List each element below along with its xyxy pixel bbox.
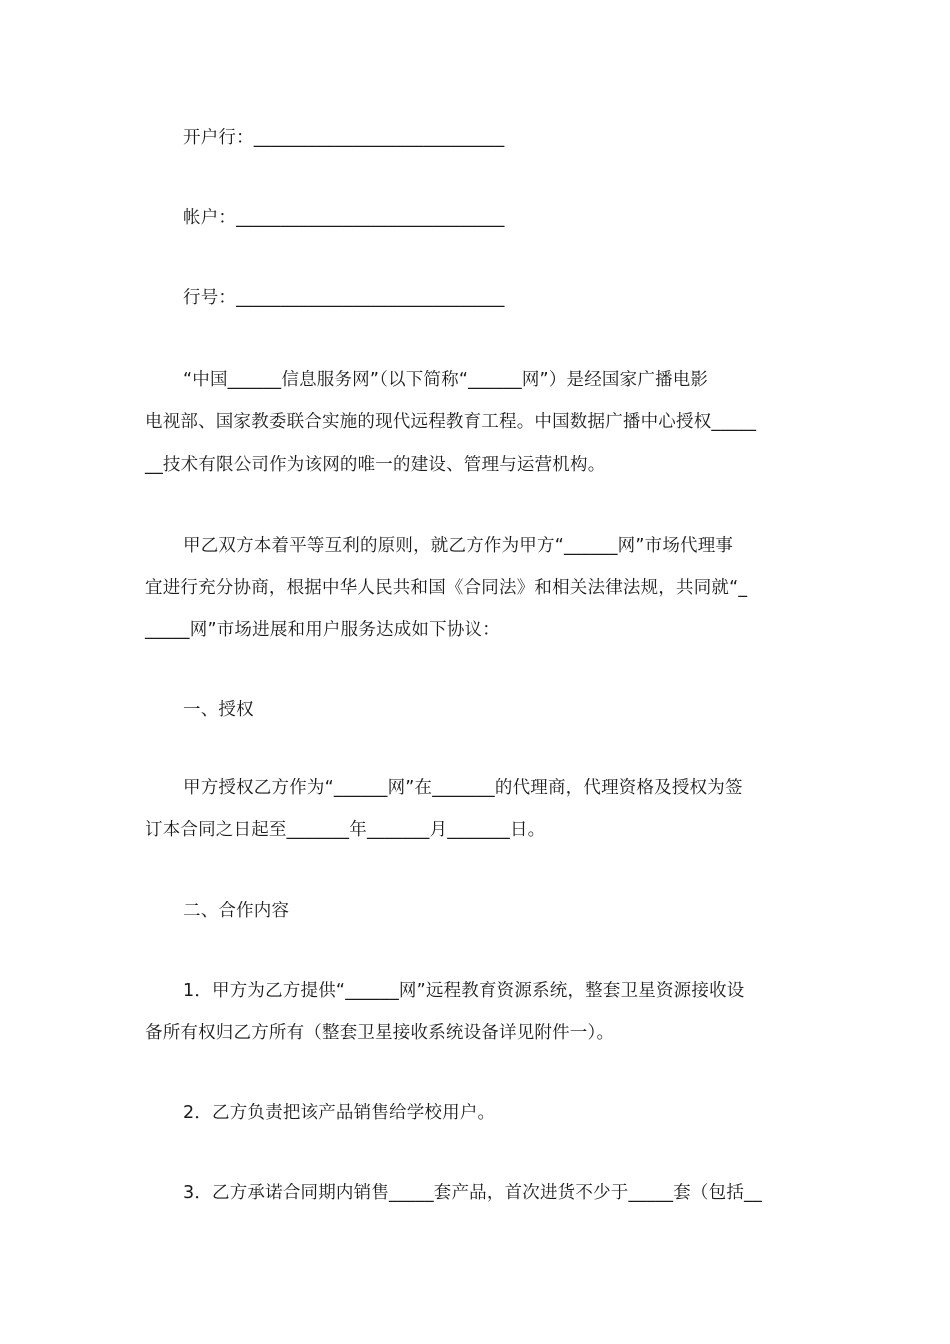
intro-paragraph-line: __技术有限公司作为该网的唯一的建设、管理与运营机构。	[145, 455, 606, 475]
agreement-paragraph-line: _____网”市场进展和用户服务达成如下协议：	[145, 620, 500, 640]
bank-field: 开户行：____________________________	[183, 128, 505, 148]
cooperation-item-2: 2．乙方负责把该产品销售给学校用户。	[183, 1103, 496, 1123]
intro-paragraph-line: “中国______信息服务网”（以下简称“______网”）是经国家广播电影	[183, 370, 709, 390]
authorization-paragraph-line: 甲方授权乙方作为“______网”在_______的代理商，代理资格及授权为签	[183, 778, 743, 798]
agreement-paragraph-line: 宜进行充分协商，根据中华人民共和国《合同法》和相关法律法规，共同就“_	[145, 578, 748, 598]
cooperation-item-3-line: 3．乙方承诺合同期内销售_____套产品，首次进货不少于_____套（包括__	[183, 1183, 762, 1203]
cooperation-item-1-line: 1．甲方为乙方提供“______网”远程教育资源系统，整套卫星资源接收设	[183, 981, 745, 1001]
section-heading-cooperation: 二、合作内容	[183, 901, 290, 921]
section-heading-authorization: 一、授权	[183, 700, 254, 720]
intro-paragraph-line: 电视部、国家教委联合实施的现代远程教育工程。中国数据广播中心授权_____	[145, 412, 757, 432]
authorization-paragraph-line: 订本合同之日起至_______年_______月_______日。	[145, 820, 546, 840]
bank-number-field: 行号：______________________________	[183, 288, 505, 308]
cooperation-item-1-line: 备所有权归乙方所有（整套卫星接收系统设备详见附件一）。	[145, 1023, 615, 1043]
account-field: 帐户：______________________________	[183, 208, 505, 228]
agreement-paragraph-line: 甲乙双方本着平等互利的原则，就乙方作为甲方“______网”市场代理事	[183, 536, 734, 556]
